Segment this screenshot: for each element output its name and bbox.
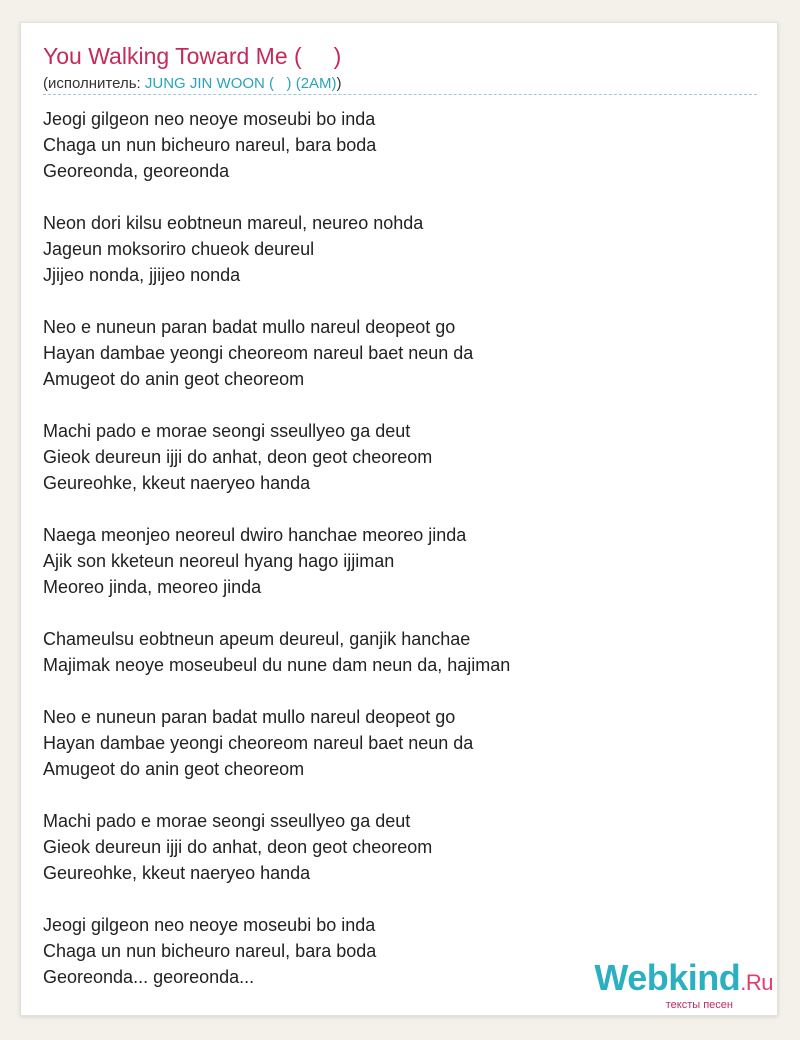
lyrics-line: Geureohke, kkeut naeryeo handa xyxy=(43,863,311,883)
lyrics-line: Gieok deureun ijji do anhat, deon geot cheoreom xyxy=(43,837,433,857)
lyrics-line: Chameulsu eobtneun apeum deureul, ganjik hanchae xyxy=(43,629,471,649)
artist-line xyxy=(43,75,342,92)
lyrics-line: Jeogi gilgeon neo neoye moseubi bo inda xyxy=(43,915,376,935)
lyrics-stanza xyxy=(43,704,510,782)
lyrics-line: Hayan dambae yeongi cheoreom nareul baet neun da xyxy=(43,733,474,753)
lyrics-line: Hayan dambae yeongi cheoreom nareul baet neun da xyxy=(43,343,474,363)
lyrics-stanza xyxy=(43,626,510,678)
lyrics-stanza xyxy=(43,314,510,392)
lyrics-line: Gieok deureun ijji do anhat, deon geot cheoreom xyxy=(43,447,433,467)
site-logo[interactable] xyxy=(594,957,773,1011)
lyrics-line: Geureohke, kkeut naeryeo handa xyxy=(43,473,311,493)
song-title: You Walking Toward Me ( ) xyxy=(43,43,342,69)
lyrics-line: Jeogi gilgeon neo neoye moseubi bo inda xyxy=(43,109,376,129)
logo-tagline: тексты песен xyxy=(665,999,733,1011)
lyrics-stanza xyxy=(43,522,510,600)
lyrics-line: Jjijeo nonda, jjijeo nonda xyxy=(43,265,241,285)
artist-suffix: ) xyxy=(336,75,342,92)
lyrics-line: Jageun moksoriro chueok deureul xyxy=(43,239,315,259)
lyrics-line: Chaga un nun bicheuro nareul, bara boda xyxy=(43,941,377,961)
lyrics-line: Neo e nuneun paran badat mullo nareul deopeot go xyxy=(43,317,456,337)
lyrics-line: Machi pado e morae seongi sseullyeo ga deut xyxy=(43,421,411,441)
lyrics-line: Neo e nuneun paran badat mullo nareul deopeot go xyxy=(43,707,456,727)
lyrics-body xyxy=(43,106,510,1016)
lyrics-stanza xyxy=(43,418,510,496)
title-divider xyxy=(43,94,757,95)
lyrics-line: Georeonda, georeonda xyxy=(43,161,230,181)
logo-main-text: Webkind xyxy=(594,957,741,998)
lyrics-line: Chaga un nun bicheuro nareul, bara boda xyxy=(43,135,377,155)
lyrics-line: Naega meonjeo neoreul dwiro hanchae meoreo jinda xyxy=(43,525,467,545)
logo-wordmark xyxy=(594,957,773,1001)
artist-prefix: (исполнитель: xyxy=(43,75,145,92)
lyrics-line: Amugeot do anin geot cheoreom xyxy=(43,759,305,779)
lyrics-line: Amugeot do anin geot cheoreom xyxy=(43,369,305,389)
lyrics-card xyxy=(20,22,778,1016)
lyrics-stanza xyxy=(43,912,510,990)
lyrics-stanza xyxy=(43,210,510,288)
logo-tld: .Ru xyxy=(740,970,773,995)
lyrics-line: Ajik son kketeun neoreul hyang hago ijjiman xyxy=(43,551,395,571)
artist-link[interactable]: JUNG JIN WOON ( ) (2AM) xyxy=(144,75,337,92)
lyrics-stanza xyxy=(43,106,510,184)
lyrics-line: Machi pado e morae seongi sseullyeo ga deut xyxy=(43,811,411,831)
lyrics-stanza xyxy=(43,808,510,886)
lyrics-line: Majimak neoye moseubeul du nune dam neun da, hajiman xyxy=(43,655,511,675)
lyrics-line: Neon dori kilsu eobtneun mareul, neureo nohda xyxy=(43,213,424,233)
lyrics-line: Meoreo jinda, meoreo jinda xyxy=(43,577,262,597)
lyrics-line: Georeonda... georeonda... xyxy=(43,967,255,987)
